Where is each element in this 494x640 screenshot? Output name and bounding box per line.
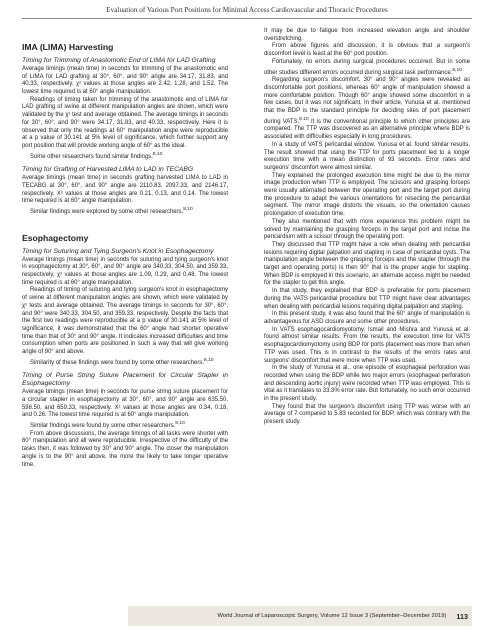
paragraph: Readings of timing taken for trimming of the anastomotic end of LIMA for LAD grafting of swine at different manipulation angles are shown, which were validated by the χ² test and average obtained. The average timings in seconds for 30°, 60°, and 90° were 34.17, 31.83, and 40.33, respectively. Here it is observed that only the readings at 60° manipulation angle were reproducible at a p value of 30.141 at 5% level of significance, which further support any port position that will provide working angle of 60° as the ideal. — [22, 96, 228, 149]
paragraph: They discussed that TTP might have a role when dealing with pericardial lesions requiring digital palpation and stapling in case of pericardial cysts. The manipulation angle between the grasping forceps and the stapler (through the target and operating ports) is then 90° that is the proper angle for stapling. When BDP is employed in this scenario, an alternate access might be needed for the stapler to get this angle. — [264, 241, 470, 287]
paragraph — [22, 420, 228, 431]
paragraph: Readings of timing of suturing and tying surgeon's knot in esophagectomy of swine at different manipulation angles are shown, which were validated by χ² tests and average obtained. The average timings in seconds for 30°, 60°, and 90° were 340.33, 304.50, and 359.33, respectively. Despite the facts that the first two readings were reproducible at a p value of 30.141 at 5% level of significance, it was demonstrated that the 60° angle had shorter operative time than that of 30° and 90° angle. It indicates increased difficulties and time consumption when ports are positioned in such a way that will give working angle of 90° and above. — [22, 287, 228, 356]
citation: 8,10 — [299, 116, 309, 122]
citation: 8,10 — [183, 207, 193, 213]
citation: 8,10 — [452, 67, 462, 73]
paragraph — [22, 357, 228, 368]
paragraph — [264, 77, 470, 142]
paragraph-text: Similar findings were found by some other researchers. — [30, 423, 176, 430]
paragraph-text: Some other researchers found similar findings. — [30, 153, 153, 160]
paragraph-text: Fortunately, no errors during surgical procedures occurred. But in some other studies different errors occurred during surgical task performance. — [264, 58, 470, 76]
paragraph: Average timings (mean time) in seconds for suturing and tying surgeon's knot in esophagectomy at 30°, 60°, and 90° angle are 340.33, 304.50, and 359.33, respectively. χ² values at those angles are 1.09, 0.29, and 0.48. The lowest time required is at 60° angle manipulation. — [22, 256, 228, 286]
left-column — [22, 28, 228, 469]
running-head: Evaluation of Various Port Positions for Minimal Access Cardiovascular and Thoracic Procedures — [106, 6, 388, 14]
paragraph-text: It is the conventional principle to which other principles are compared. The TTP was discovered as an alternative principle where BDP is associated with difficulties especially in long procedures. — [264, 118, 470, 141]
paragraph: They also mentioned that with more experience this problem might be solved by maintaining the grasping forceps in the target port and incise the pericardium with a scissor through the operating port. — [264, 218, 470, 241]
paragraph: It may be due to fatigue from increased elevation angle and shoulder overstretching. — [264, 28, 470, 42]
paragraph: In this present study, it was also found that the 60° angle of manipulation is advantageous for ASD closure and some other procedures. — [264, 311, 470, 325]
journal-citation: World Journal of Laparoscopic Surgery, Volume 12 Issue 3 (September–December 2019) — [217, 613, 447, 619]
paragraph: Average timings (mean time) in seconds grafting harvested LIMA to LAD in TECABG at 30°, 60°, and 90° angle are 2110.83, 2097.33, and 2146.17, respectively. X² values at those angles are 0.21, 0.13, and 0.14. The lowest time required is at 60° angle manipulation. — [22, 175, 228, 205]
section-heading-esophagectomy: Esophagectomy — [22, 232, 89, 243]
paragraph: Average timings (mean time) in seconds for purse string suture placement for a circular stapler in esophagectomy at 30°, 60°, and 90° angle are 635.50, 598.50, and 659.33, respectively. X² values at those angles are 0.34, 0.18, and 0.26. The lowest time required is at 60° angle manipulation. — [22, 389, 228, 419]
citation: 8,10 — [175, 421, 185, 427]
right-column — [264, 28, 470, 427]
citation: 8,10 — [152, 151, 163, 157]
paragraph-text: Similar findings were explored by some other researchers. — [30, 209, 184, 216]
subheading-purse-string: Timing of Purse String Suture Placement for Circular Stapler in Esophagectomy — [22, 372, 228, 388]
subheading-grafting-lima: Timing for Grafting of Harvested LIMA to LAD in TECABG — [22, 166, 194, 174]
paragraph — [22, 206, 228, 217]
page-footer — [128, 606, 473, 626]
paragraph-text: Similarity of these findings were found by some other researchers. — [30, 359, 204, 366]
paragraph: From above figures and discussion, it is obvious that a surgeon's discomfort level is least at the 60° port position. — [264, 43, 470, 58]
paragraph: In VATS esophagocardiomyotomy, Ismail and Mishra and Yunusa et al. found almost similar results. From the results, the execution time for VATS esophagocardiomyotomy using BDP for ports placement was more than when TTP was used. This is in contrast to the results of the errors rates and surgeons' discomfort that were more when TTP was used. — [264, 326, 470, 364]
citation: 8,10 — [203, 357, 214, 363]
paragraph: Average timings (mean time) in seconds for trimming of the anastomotic end of LIMA for LAD grafting at 30°, 60°, and 90° angle are 34.17, 31.83, and 40.33, respectively. χ² values at those angles are 2.42, 1.28, and 1.52. The lowest time required is at 60° angle manipulation. — [22, 65, 228, 96]
paragraph: In that study, they explained that BDP is preferable for ports placement during the VATS pericardial procedure but TTP might have clear advantages when dealing with pericardial lesions requiring digital palpation and stapling. — [264, 288, 470, 310]
paragraph-text: Regarding surgeon's discomfort, 30° and 90° angles were revealed as discomfortable port positions, whereas 60° angle of manipulation showed a more comfortable position. Though 60° angle showed some discomfort in a few cases, but it was not significant. In their article, Yunusa et al. mentioned that the BDP is the standard principle for deciding sites of port placement during VATS. — [264, 77, 470, 125]
page-number: 113 — [456, 611, 468, 621]
paragraph: In a study of VATS pericardial window, Yunusa et al. found similar results. The result showed that using the TTP for ports placement led to a longer execution time with a mean distinction of 93 seconds. Error rates and surgeons' discomfort were almost similar. — [264, 141, 470, 171]
header-rule — [22, 18, 472, 19]
section-heading-ima: IMA (LIMA) Harvesting — [22, 42, 114, 52]
paragraph — [22, 151, 228, 162]
subheading-suturing: Timing for Suturing and Tying Surgeon's Knot in Esophagectomy — [22, 247, 214, 255]
subheading-anastomotic-trimming: Timing for Trimming of Anastomotic End of LIMA for LAD Grafting — [22, 57, 216, 64]
paragraph — [264, 59, 470, 77]
paragraph: They found that the surgeon's discomfort using TTP was worse with an average of 7 compared to 5.83 recorded for BDP, which was contrary with the present study. — [264, 403, 470, 426]
paragraph: In the study of Yunusa et al., one episode of esophageal perforation was recorded when using the BDP while two major errors (esophageal perforation and descending aortic injury) were recorded when TTP was employed. This is vital as it translates to 33.3% error rate. But fortunately, no such error occurred in the present study. — [264, 365, 470, 403]
paragraph: From above discussions, the average timings of all tasks were shorter with 60° manipulation and all were reproducible. Irrespective of the difficulty of the tasks then, it was followed by 30° and 90° angle. The closer the manipulation angle is to the 90° and above, the more the likely to take longer operative time. — [22, 430, 228, 468]
paragraph: They explained the prolonged execution time might be due to the mirror image production when TTP is employed. The scissors and grasping forceps were usually alternated between the operating port and the target port during the procedure to adapt the various orientations for resecting the pericardial segment. The mirror image distorts the visuals, so the orientation causes prolongation of execution time. — [264, 172, 470, 218]
